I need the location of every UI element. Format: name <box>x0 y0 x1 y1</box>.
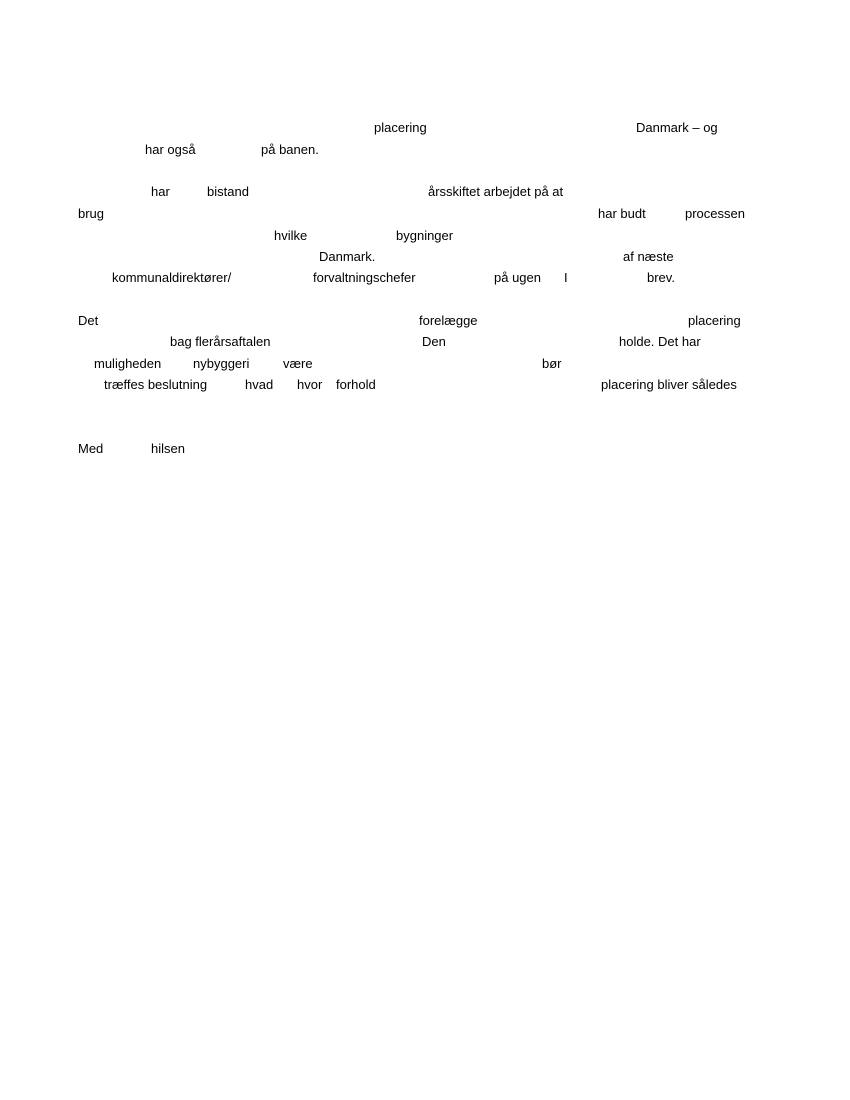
text-fragment: Danmark – og <box>636 120 718 135</box>
text-fragment: har også <box>145 142 196 157</box>
text-fragment: holde. Det har <box>619 334 701 349</box>
text-fragment: bør <box>542 356 562 371</box>
text-fragment: hvad <box>245 377 274 392</box>
text-fragment: være <box>283 356 313 371</box>
text-fragment: årsskiftet arbejdet på at <box>428 184 564 199</box>
text-fragment: bistand <box>207 184 249 199</box>
text-fragment: Det <box>78 313 99 328</box>
text-fragment: har budt <box>598 206 646 221</box>
text-fragment: forelægge <box>419 313 478 328</box>
text-fragment: placering bliver således <box>601 377 737 392</box>
text-fragment: hvor <box>297 377 323 392</box>
text-fragment: forhold <box>336 377 376 392</box>
closing-word: Med <box>78 441 104 456</box>
text-fragment: på ugen <box>494 270 541 285</box>
text-fragment: I <box>564 270 568 285</box>
text-fragment: nybyggeri <box>193 356 250 371</box>
text-fragment: bag flerårsaftalen <box>170 334 271 349</box>
text-fragment: placering <box>374 120 427 135</box>
text-fragment: brev. <box>647 270 675 285</box>
text-fragment: placering <box>688 313 741 328</box>
text-fragment: kommunaldirektører/ <box>112 270 232 285</box>
text-fragment: træffes beslutning <box>104 377 208 392</box>
text-fragment: har <box>151 184 170 199</box>
text-fragment: processen <box>685 206 745 221</box>
closing-word: hilsen <box>151 441 185 456</box>
text-fragment: Den <box>422 334 446 349</box>
text-fragment: brug <box>78 206 105 221</box>
text-fragment: hvilke <box>274 228 308 243</box>
text-fragment: på banen. <box>261 142 319 157</box>
text-fragment: af næste <box>623 249 674 264</box>
text-fragment: Danmark. <box>319 249 376 264</box>
text-fragment: bygninger <box>396 228 454 243</box>
text-fragment: muligheden <box>94 356 162 371</box>
text-fragment: forvaltningschefer <box>313 270 416 285</box>
